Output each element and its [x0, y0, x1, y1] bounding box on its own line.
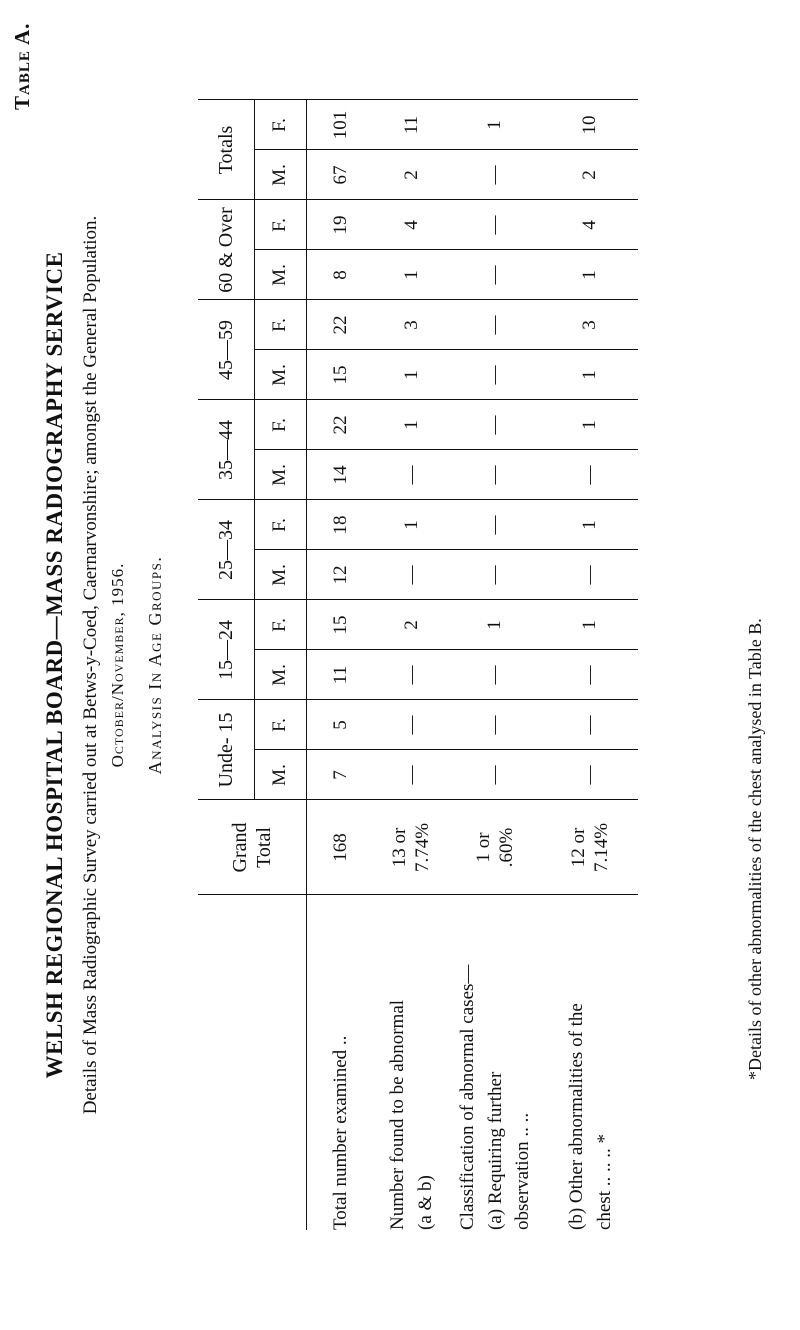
grand-total-cell-line: 7.14%: [590, 822, 612, 873]
male-column-header: M.: [268, 264, 290, 286]
data-cell: —: [400, 465, 422, 485]
survey-period: October/November, 1956.: [108, 562, 127, 768]
grand-total-cell-line: 12 or: [567, 827, 589, 868]
table-rule: [198, 799, 638, 800]
grand-total-cell: [376, 800, 448, 895]
data-cell: 2: [579, 170, 601, 180]
data-cell: —: [484, 315, 506, 335]
data-cell: 19: [329, 215, 351, 235]
data-cell: —: [484, 165, 506, 185]
row-label: [306, 905, 376, 1230]
data-cell: 2: [400, 620, 422, 630]
male-column-header: M.: [268, 464, 290, 486]
data-cell: 22: [329, 315, 351, 335]
grand-total-cell-line: 168: [329, 833, 351, 862]
data-cell: —: [400, 565, 422, 585]
grand-total-cell: [306, 800, 376, 895]
data-cell: 15: [329, 615, 351, 635]
age-group-header: 15—24: [215, 620, 237, 680]
data-cell: 7: [329, 770, 351, 780]
row-label-line: (a & b): [415, 1175, 436, 1230]
table-label: Table A.: [10, 22, 34, 110]
table-rule: [198, 499, 638, 500]
row-label: [448, 905, 543, 1230]
data-cell: —: [579, 565, 601, 585]
row-label: [543, 905, 638, 1230]
data-cell: 67: [329, 165, 351, 185]
row-label-line: Classification of abnormal cases—: [457, 964, 479, 1230]
table-rule: [198, 199, 638, 200]
table-rule: [198, 99, 638, 100]
data-cell: 4: [400, 220, 422, 230]
data-cell: 1: [579, 270, 601, 280]
age-group-header: 60 & Over: [215, 207, 237, 293]
age-group-header: Totals: [215, 125, 237, 175]
age-group-header: 35—44: [215, 420, 237, 480]
grand-total-header-line: Total: [253, 827, 275, 868]
data-cell: 1: [400, 420, 422, 430]
data-cell: 5: [329, 720, 351, 730]
table-rule: [254, 549, 638, 550]
table-rule: [306, 100, 307, 1230]
female-column-header: F.: [268, 518, 290, 532]
row-label-line: Total number examined ..: [330, 1035, 352, 1230]
data-cell: 1: [484, 120, 506, 130]
data-cell: 1: [400, 520, 422, 530]
age-group-header: Unde- 15: [215, 712, 237, 788]
data-cell: 1: [579, 620, 601, 630]
age-group-header: 45—59: [215, 320, 237, 380]
data-cell: —: [484, 265, 506, 285]
data-cell: 11: [400, 115, 422, 135]
table-rule: [254, 749, 638, 750]
data-cell: 11: [329, 665, 351, 685]
data-cell: —: [400, 665, 422, 685]
grand-total-cell-line: .60%: [495, 827, 517, 868]
data-cell: 14: [329, 465, 351, 485]
data-cell: —: [484, 465, 506, 485]
footnote: *Details of other abnormalities of the chest analysed in Table B.: [745, 618, 765, 1080]
table-rule: [198, 699, 638, 700]
data-cell: —: [484, 765, 506, 785]
male-column-header: M.: [268, 164, 290, 186]
table-rule: [198, 894, 638, 895]
table-rule: [254, 249, 638, 250]
data-cell: 1: [484, 620, 506, 630]
data-cell: —: [579, 715, 601, 735]
table-rule: [198, 399, 638, 400]
row-label-line: chest .. .. .. *: [593, 1133, 615, 1230]
data-cell: 2: [400, 170, 422, 180]
row-label-line: (a) Requiring further: [484, 1071, 506, 1230]
data-cell: 18: [329, 515, 351, 535]
analysis-heading: Analysis In Age Groups.: [145, 555, 165, 775]
table-rule: [254, 100, 255, 800]
data-cell: 1: [579, 520, 601, 530]
table-rule: [198, 599, 638, 600]
female-column-header: F.: [268, 218, 290, 232]
data-cell: —: [484, 515, 506, 535]
grand-total-header: [198, 800, 306, 895]
row-label: [376, 905, 448, 1230]
female-column-header: F.: [268, 418, 290, 432]
data-cell: 101: [329, 110, 351, 140]
data-cell: —: [400, 715, 422, 735]
data-cell: 1: [579, 420, 601, 430]
grand-total-header-line: Grand: [229, 822, 251, 873]
male-column-header: M.: [268, 564, 290, 586]
data-cell: —: [484, 565, 506, 585]
data-cell: —: [484, 415, 506, 435]
data-cell: —: [400, 765, 422, 785]
data-cell: —: [484, 715, 506, 735]
table-rule: [254, 649, 638, 650]
data-cell: 3: [400, 320, 422, 330]
table-rule: [254, 449, 638, 450]
data-cell: —: [484, 665, 506, 685]
survey-description: Details of Mass Radiographic Survey carried out at Betws-y-Coed, Caernarvonshire; amongst the General Population.: [80, 215, 101, 1115]
table-rule: [198, 299, 638, 300]
male-column-header: M.: [268, 364, 290, 386]
data-cell: 12: [329, 565, 351, 585]
female-column-header: F.: [268, 118, 290, 132]
table-rule: [254, 349, 638, 350]
grand-total-cell-line: 13 or: [389, 827, 411, 868]
data-cell: —: [484, 365, 506, 385]
data-cell: —: [579, 665, 601, 685]
data-cell: 1: [400, 270, 422, 280]
female-column-header: F.: [268, 718, 290, 732]
female-column-header: F.: [268, 618, 290, 632]
page-title: WELSH REGIONAL HOSPITAL BOARD—MASS RADIOGRAPHY SERVICE: [42, 251, 67, 1079]
female-column-header: F.: [268, 318, 290, 332]
data-cell: 4: [579, 220, 601, 230]
data-cell: —: [579, 765, 601, 785]
data-cell: 1: [579, 370, 601, 380]
table-rule: [254, 149, 638, 150]
grand-total-cell: [448, 800, 543, 895]
age-group-header: 25—34: [215, 520, 237, 580]
data-cell: 10: [579, 115, 601, 135]
data-cell: 8: [329, 270, 351, 280]
row-label-line: (b) Other abnormalities of the: [565, 1003, 587, 1230]
data-cell: 15: [329, 365, 351, 385]
grand-total-cell-line: 7.74%: [412, 822, 433, 873]
data-cell: 3: [579, 320, 601, 330]
data-cell: 1: [400, 370, 422, 380]
male-column-header: M.: [268, 764, 290, 786]
data-cell: —: [484, 215, 506, 235]
grand-total-cell: [543, 800, 638, 895]
data-cell: —: [579, 465, 601, 485]
age-group-table: [198, 90, 648, 1230]
row-label-line: observation .. ..: [512, 1112, 534, 1230]
row-label-line: Number found to be abnormal: [387, 999, 409, 1230]
data-cell: 22: [329, 415, 351, 435]
grand-total-cell-line: 1 or: [472, 832, 494, 863]
male-column-header: M.: [268, 664, 290, 686]
